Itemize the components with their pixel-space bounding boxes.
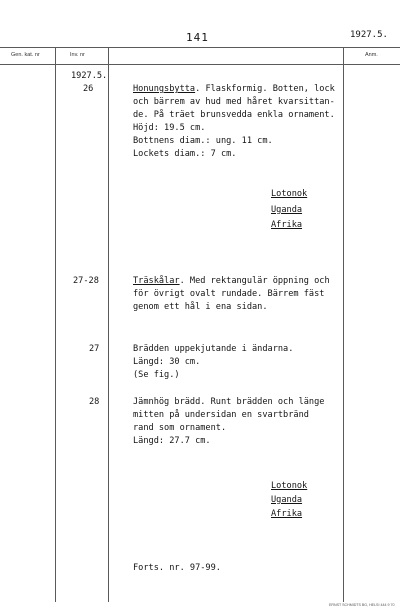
entry-26-line-1: Honungsbytta. Flaskformig. Botten, lock (133, 84, 335, 94)
entry-28-line-4: Längd: 27.7 cm. (133, 436, 211, 446)
page-year: 1927.5. (350, 30, 388, 40)
inv-number-28: 28 (89, 397, 100, 407)
origin-1-continent: Afrika (271, 220, 303, 230)
inv-number-26: 26 (83, 84, 94, 94)
entry-27-line-2: Längd: 30 cm. (133, 357, 201, 367)
column-divider-3 (343, 47, 344, 602)
entry-26-line-6: Lockets diam.: 7 cm. (133, 149, 237, 159)
continuation-note: Forts. nr. 97-99. (133, 563, 221, 573)
entry-28-line-3: rand som ornament. (133, 423, 227, 433)
column-header-gen-kat-nr: Gen. kat. nr (11, 52, 40, 58)
entry-26-title: Honungsbytta (133, 84, 196, 94)
printer-mark: ERNST SCHMIDTS BG, HELSI 444 9 70 (329, 603, 395, 607)
entry-26-line-5: Bottnens diam.: ung. 11 cm. (133, 136, 273, 146)
entry-26-line-2: och bärrem av hud med håret kvarsittan- (133, 97, 335, 107)
inv-number-27: 27 (89, 344, 100, 354)
entry-27-28-line-3: genom ett hål i ena sidan. (133, 302, 268, 312)
origin-1-locality: Lotonok (271, 189, 308, 199)
entry-27-line-1: Bräddеn uppekjutande i ändarna. (133, 344, 294, 354)
entry-27-28-line-1: Träskålar. Med rektangulär öppning och (133, 276, 330, 286)
entry-28-line-2: mitten på undersidan en svartbränd (133, 410, 309, 420)
origin-2-continent: Afrika (271, 509, 303, 519)
entry-28-line-1: Jämnhög brädd. Runt brädden och länge (133, 397, 325, 407)
origin-2-region: Uganda (271, 495, 303, 505)
header-top-rule (0, 47, 400, 48)
entry-27-28-title: Träskålar (133, 276, 180, 286)
column-divider-1 (55, 47, 56, 602)
column-header-anm: Anm. (365, 52, 378, 58)
column-divider-2 (108, 47, 109, 602)
entry-26-line-3: de. På träet brunsvedda enkla ornament. (133, 110, 335, 120)
header-bottom-rule (0, 64, 400, 65)
year-mark: 1927.5. (71, 71, 108, 81)
page-number: 141 (186, 31, 209, 44)
inv-number-27-28: 27-28 (73, 276, 99, 286)
entry-26-line-4: Höjd: 19.5 cm. (133, 123, 206, 133)
entry-27-28-line-2: för övrigt ovalt rundade. Bärrem fäst (133, 289, 325, 299)
column-header-inv-nr: Inv. nr (70, 52, 85, 58)
origin-1-region: Uganda (271, 205, 303, 215)
entry-27-line-3: (Se fig.) (133, 370, 180, 380)
origin-2-locality: Lotonok (271, 481, 308, 491)
